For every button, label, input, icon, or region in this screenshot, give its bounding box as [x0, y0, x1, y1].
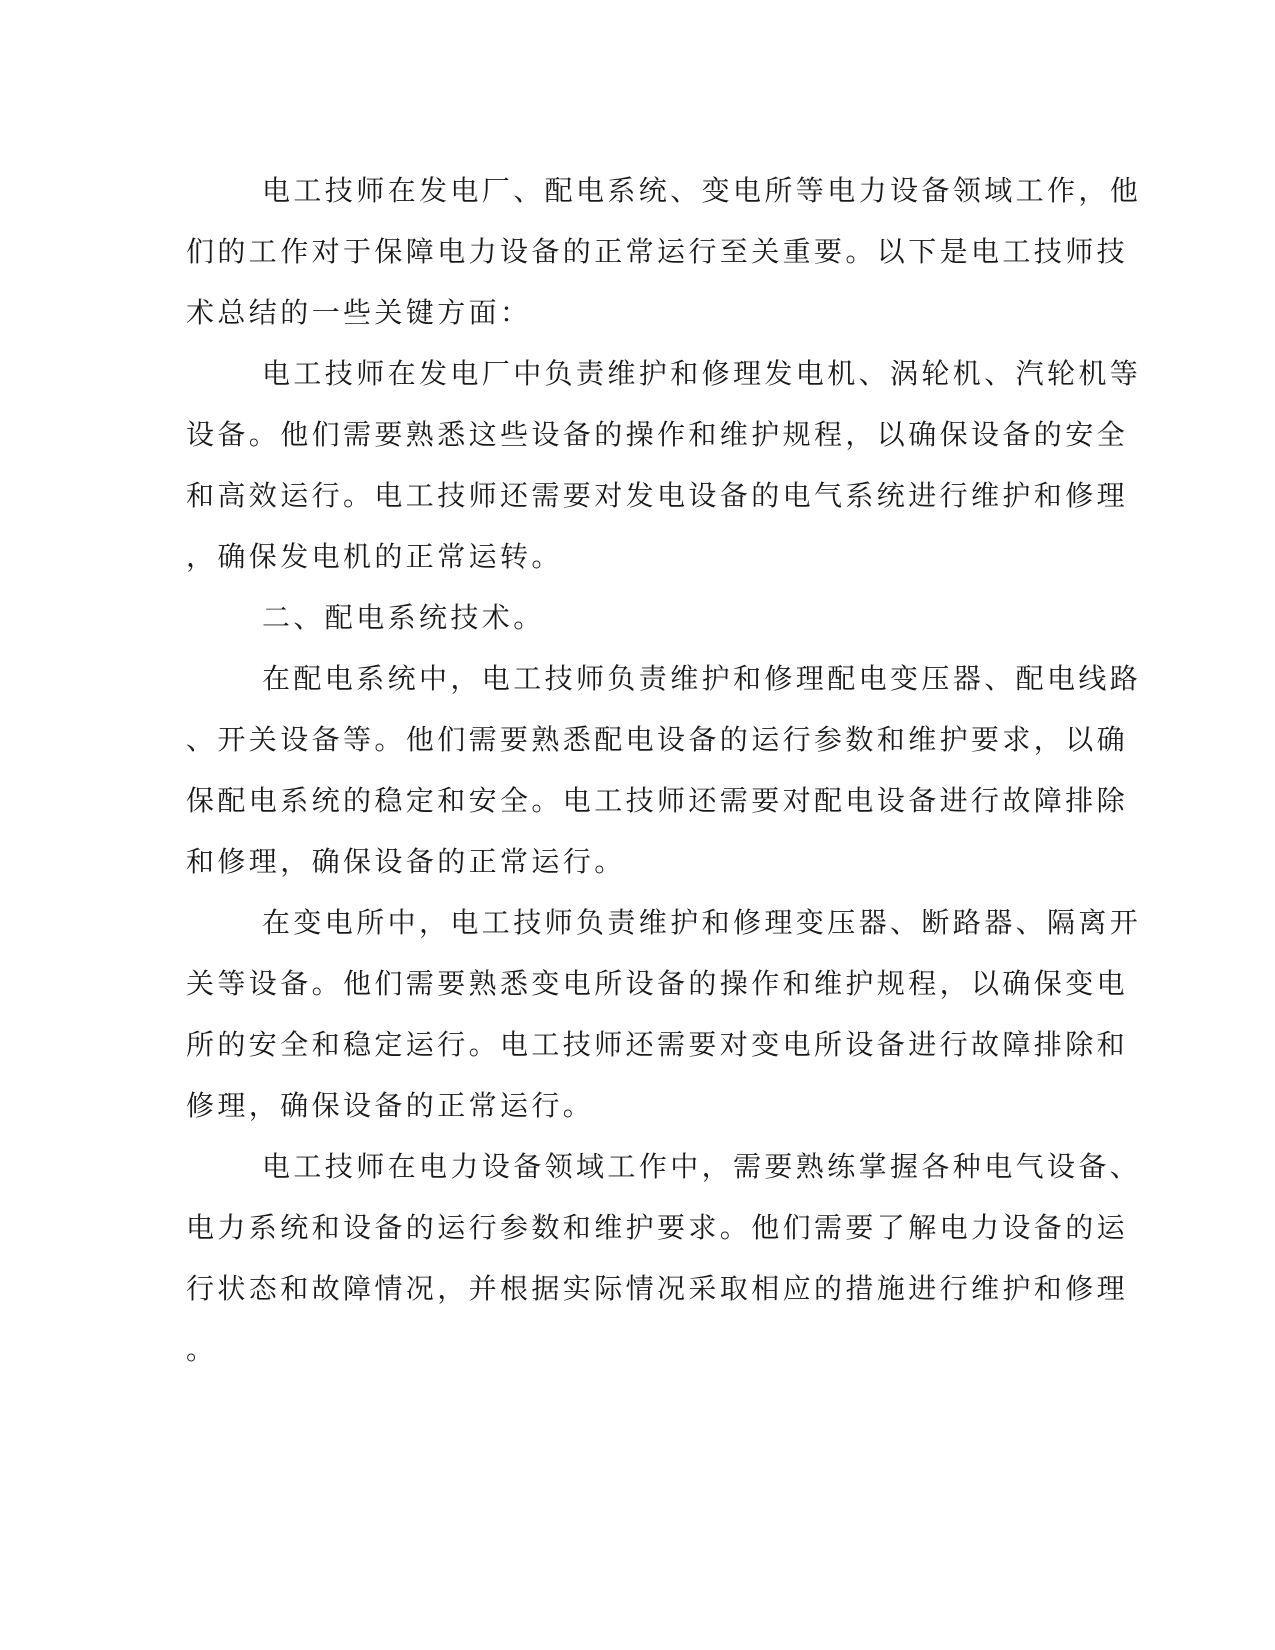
- text-line: 和高效运行。电工技师还需要对发电设备的电气系统进行维护和修理: [186, 479, 1129, 512]
- text-line: 、开关设备等。他们需要熟悉配电设备的运行参数和维护要求，以确: [186, 723, 1129, 756]
- text-line: 在变电所中，电工技师负责维护和修理变压器、断路器、隔离开: [262, 906, 1142, 939]
- text-line: ，确保发电机的正常运转。: [186, 540, 563, 573]
- text-line: 关等设备。他们需要熟悉变电所设备的操作和维护规程，以确保变电: [186, 967, 1129, 1000]
- section-heading: 二、配电系统技术。: [262, 601, 545, 634]
- text-line: 电工技师在发电厂、配电系统、变电所等电力设备领域工作，他: [262, 174, 1142, 207]
- text-line: 保配电系统的稳定和安全。电工技师还需要对配电设备进行故障排除: [186, 784, 1129, 817]
- text-line: 设备。他们需要熟悉这些设备的操作和维护规程，以确保设备的安全: [186, 418, 1129, 451]
- text-line: 电工技师在发电厂中负责维护和修理发电机、涡轮机、汽轮机等: [262, 357, 1142, 390]
- text-line: 电工技师在电力设备领域工作中，需要熟练掌握各种电气设备、: [262, 1150, 1142, 1183]
- text-line: 。: [186, 1333, 218, 1366]
- text-line: 修理，确保设备的正常运行。: [186, 1089, 595, 1122]
- text-line: 行状态和故障情况，并根据实际情况采取相应的措施进行维护和修理: [186, 1272, 1129, 1305]
- text-line: 和修理，确保设备的正常运行。: [186, 845, 626, 878]
- text-line: 所的安全和稳定运行。电工技师还需要对变电所设备进行故障排除和: [186, 1028, 1129, 1061]
- text-line: 电力系统和设备的运行参数和维护要求。他们需要了解电力设备的运: [186, 1211, 1129, 1244]
- document-body: [186, 160, 1142, 1380]
- text-line: 们的工作对于保障电力设备的正常运行至关重要。以下是电工技师技: [186, 235, 1129, 268]
- text-line: 术总结的一些关键方面：: [186, 296, 532, 329]
- text-line: 在配电系统中，电工技师负责维护和修理配电变压器、配电线路: [262, 662, 1142, 695]
